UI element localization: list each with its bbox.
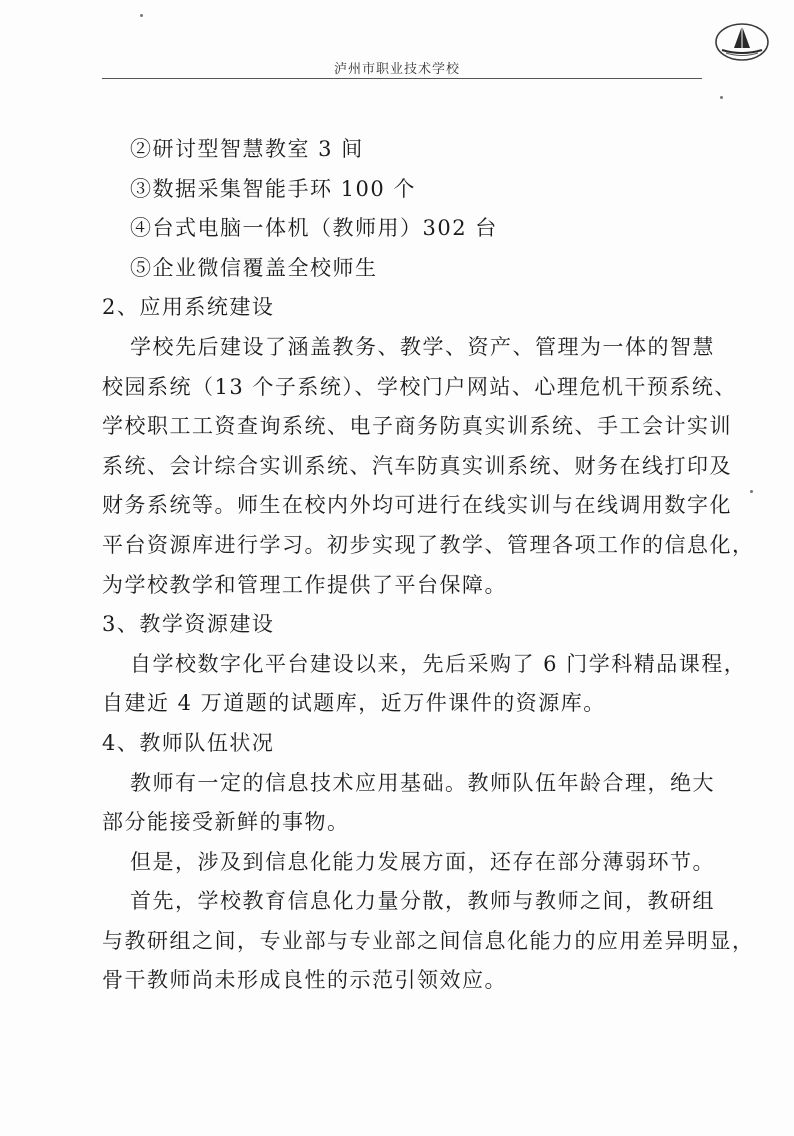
scan-speck: [750, 490, 753, 493]
paragraph-line: 平台资源库进行学习。初步实现了教学、管理各项工作的信息化，: [102, 532, 755, 557]
paragraph-line: 学校先后建设了涵盖教务、教学、资产、管理为一体的智慧: [130, 334, 715, 359]
scan-speck: [720, 96, 723, 99]
section-heading: 2、应用系统建设: [102, 295, 275, 320]
paragraph-line: 但是，涉及到信息化能力发展方面，还存在部分薄弱环节。: [130, 849, 715, 874]
header-divider: [102, 78, 702, 79]
paragraph-line: 教师有一定的信息技术应用基础。教师队伍年龄合理，绝大: [130, 770, 715, 795]
list-item: ②研讨型智慧教室 3 间: [130, 137, 364, 161]
list-item: ④台式电脑一体机（教师用）302 台: [130, 216, 498, 241]
section-heading: 4、教师队伍状况: [102, 730, 275, 755]
paragraph-line: 骨干教师尚未形成良性的示范引领效应。: [102, 968, 507, 993]
paragraph-line: 自学校数字化平台建设以来，先后采购了 6 门学科精品课程，: [130, 651, 747, 676]
list-item: ⑤企业微信覆盖全校师生: [130, 255, 378, 280]
paragraph-line: 自建近 4 万道题的试题库，近万件课件的资源库。: [102, 691, 606, 716]
paragraph-line: 系统、会计综合实训系统、汽车防真实训系统、财务在线打印及: [102, 453, 732, 478]
list-item: ③数据采集智能手环 100 个: [130, 176, 416, 201]
header-title: 泸州市职业技术学校: [333, 62, 460, 77]
school-logo-icon: [714, 18, 770, 62]
paragraph-line: 为学校教学和管理工作提供了平台保障。: [102, 572, 507, 597]
body-text: [102, 130, 755, 1001]
paragraph-line: 校园系统（13 个子系统）、学校门户网站、心理危机干预系统、: [102, 374, 737, 399]
paragraph-line: 部分能接受新鲜的事物。: [102, 810, 350, 835]
scan-speck: [140, 14, 143, 17]
paragraph-line: 学校职工工资查询系统、电子商务防真实训系统、手工会计实训: [102, 414, 732, 439]
paragraph-line: 财务系统等。师生在校内外均可进行在线实训与在线调用数字化: [102, 493, 732, 518]
section-heading: 3、教学资源建设: [102, 612, 275, 637]
paragraph-line: 与教研组之间，专业部与专业部之间信息化能力的应用差异明显，: [102, 928, 755, 953]
paragraph-line: 首先，学校教育信息化力量分散，教师与教师之间，教研组: [130, 889, 715, 914]
